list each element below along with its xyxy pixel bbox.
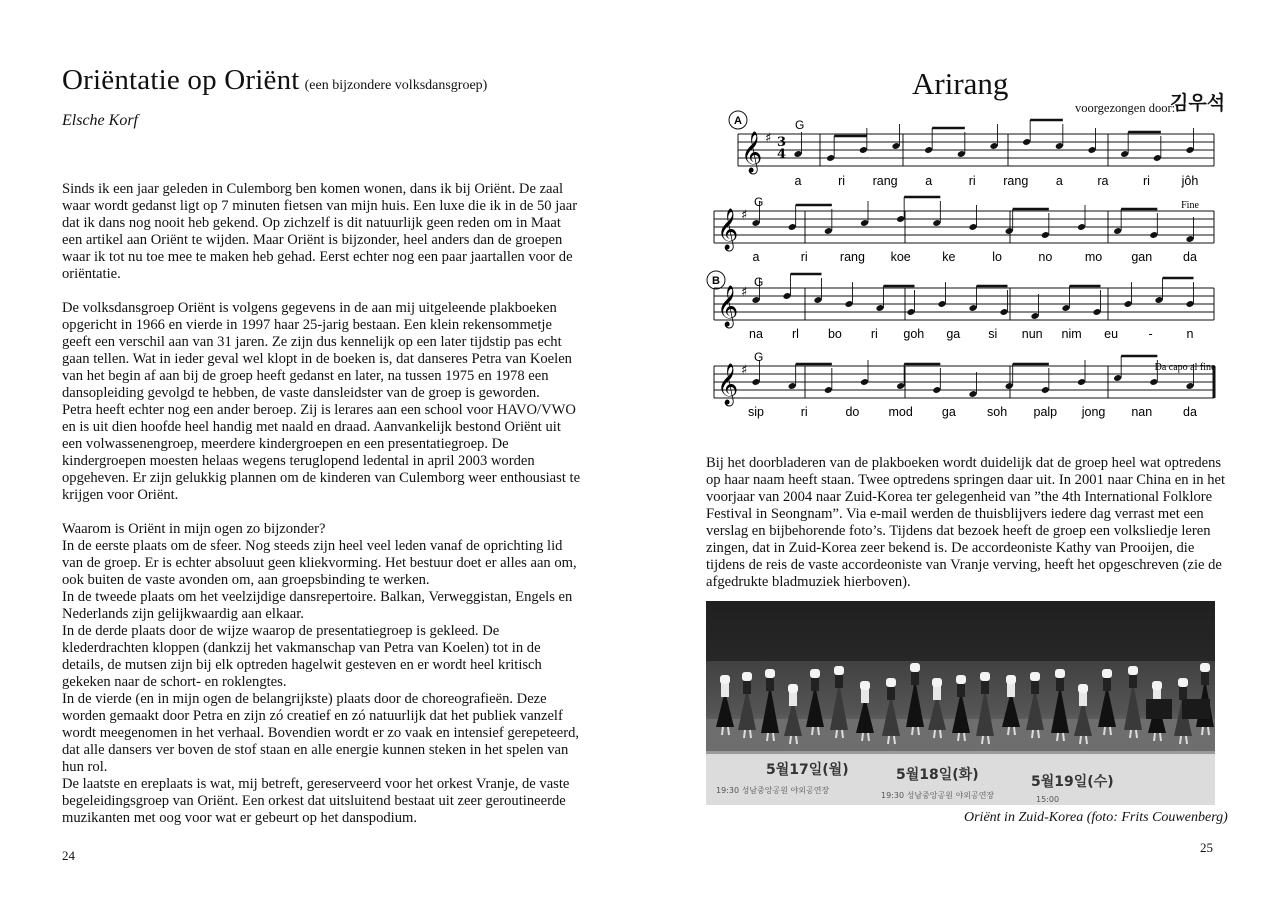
lyric-syllable: sip — [748, 405, 764, 419]
dancer-cap — [910, 663, 920, 672]
dancer-leg — [988, 736, 989, 744]
dancer-torso — [887, 686, 895, 700]
photo-caption: Oriënt in Zuid-Korea (foto: Frits Couwenberg) — [964, 810, 1228, 825]
dancer-torso — [1056, 677, 1064, 691]
dancer-leg — [796, 736, 797, 744]
lyric-syllable: palp — [1033, 405, 1058, 419]
singer-name: 김우석 — [1170, 92, 1226, 114]
lyric-syllable: da — [1183, 405, 1197, 419]
paragraph-intro: Sinds ik een jaar geleden in Culemborg ben komen wonen, dans ik bij Oriënt. De zaal waar wordt gedanst ligt op 7 minuten fietsen van mijn huis. Een luxe die ik in de 50 jaar dat ik dans nog nooit heb gekend. Op zichzelf is dit natuurlijk geen reden om in Maat een artikel aan Oriënt te wijden. Maar Oriënt is bijzonder, heel anders dan de groepen waar ik tot nu toe mee te maken heb gehad. Eerst echter nog een paar jaartallen voor de oriëntatie. — [62, 181, 578, 282]
chord-symbol: G — [795, 118, 805, 132]
dancer-leg — [1180, 736, 1181, 744]
dance-group-photo — [706, 601, 1215, 805]
dancer-leg — [728, 727, 729, 735]
lyric-syllable: soh — [987, 405, 1008, 419]
dancer-torso — [957, 683, 965, 697]
dancer-cap — [1128, 666, 1138, 675]
da-capo-label: Da capo al fine — [1154, 362, 1216, 373]
dancer-leg — [1008, 727, 1009, 735]
photo-illustration — [706, 601, 1215, 805]
chord-symbol: G — [754, 195, 764, 209]
lyric-syllable: a — [752, 250, 760, 264]
dancer-cap — [742, 672, 752, 681]
lyric-syllable: ri — [968, 174, 976, 188]
treble-clef: 𝄞 — [717, 286, 739, 327]
lyric-syllable: ri — [870, 327, 878, 341]
lyric-syllable: bo — [827, 327, 842, 341]
lyric-syllable: no — [1038, 250, 1053, 264]
chord-symbol: G — [754, 350, 764, 364]
lyric-syllable: nan — [1131, 405, 1153, 419]
dancer-leg — [812, 727, 813, 735]
dancer-leg — [1080, 736, 1081, 744]
paragraph-history: De volksdansgroep Oriënt is volgens gegevens in de aan mij uitgeleende plakboeken opgericht in 1966 en vierde in 1997 haar 25-jarig bestaan. Een klein rekensommetje geeft een verschil aan van 31 jaren. Ze zijn dus kennelijk op een later tijdstip pas echt gaan tellen. Wat in ieder geval wel klopt in de boeken is, dat danseres Petra van Koelen van het begin af aan bij de groep heeft gedanst en later, na tussen 1975 en 1978 een dansopleiding gevolgd te hebben, de vaste dansleidster van de groep is geworden. — [62, 300, 572, 401]
lyric-syllable: koe — [890, 250, 911, 264]
key-signature-sharp: ♯ — [741, 363, 748, 378]
dancer-leg — [868, 733, 869, 741]
fine-label: Fine — [1181, 200, 1199, 211]
dancer-leg — [1014, 727, 1015, 735]
paragraph-second: In de tweede plaats om het veelzijdige dansrepertoire. Balkan, Verweggistan, Engels en Nederlands zijn gelijkwaardig aan elkaar. — [62, 589, 573, 622]
lyric-syllable: do — [845, 405, 860, 419]
page-number-right: 25 — [1200, 840, 1213, 855]
dancer-leg — [836, 730, 837, 738]
dancer-cap — [1102, 669, 1112, 678]
article-body-right: Bij het doorbladeren van de plakboeken wordt duidelijk dat de groep heel wat optredens op haar naam heeft staan. Twee optredens springen daar uit. In 2001 naar China en in het voorjaar van 2004 naar Zuid-Korea ter gelegenheid van ”the 4th International Folklore Festival in Seongnam”. Via e-mail werden de thuisblijvers iedere dag verrast met een verslag en bijbehorende foto’s. Tijdens dat bezoek heeft de groep een volksliedje leren zingen, dat in Zuid-Korea zeer bekend is. De accordeoniste Kathy van Prooijen, die tijdens de reis de vaste accordeoniste van Vranje verving, heeft het opgeschreven (zie de afgedrukte bladmuziek hierboven). — [706, 455, 1226, 590]
dancer-cap — [1055, 669, 1065, 678]
dancer-leg — [982, 736, 983, 744]
lyric-syllable: eu — [1104, 327, 1119, 341]
lyric-syllable: lo — [992, 250, 1002, 264]
lyric-syllable: ga — [941, 405, 956, 419]
dancer-leg — [1057, 733, 1058, 741]
song-title: Arirang — [912, 66, 1009, 101]
lyric-syllable: jôh — [1181, 174, 1199, 188]
treble-clef: 𝄞 — [717, 209, 739, 250]
dancer-leg — [1208, 727, 1209, 735]
dancer-cap — [886, 678, 896, 687]
dancer-torso — [1129, 674, 1137, 688]
banner-date-3: 5월19일(수) — [1031, 774, 1114, 790]
lyric-syllable: ri — [838, 174, 846, 188]
dancer-leg — [888, 736, 889, 744]
dancer-cap — [1078, 684, 1088, 693]
dancer-leg — [1160, 733, 1161, 741]
dancer-leg — [934, 730, 935, 738]
dancer-torso — [1201, 671, 1209, 685]
article-subtitle: (een bijzondere volksdansgroep) — [304, 78, 488, 93]
dancer-cap — [956, 675, 966, 684]
key-signature-sharp: ♯ — [741, 208, 748, 223]
lyric-syllable: a — [1055, 174, 1063, 188]
lyric-syllable: rl — [791, 327, 799, 341]
lyric-syllable: jong — [1081, 405, 1106, 419]
dancer-torso — [835, 674, 843, 688]
dancer-leg — [1154, 733, 1155, 741]
time-signature-top: 3 — [777, 135, 787, 150]
lyric-syllable: ri — [1142, 174, 1150, 188]
dancer-cap — [765, 669, 775, 678]
dancer-cap — [1152, 681, 1162, 690]
dancer-cap — [810, 669, 820, 678]
banner-sub-2: 19:30 성남중앙공원 야외공연장 — [881, 791, 995, 800]
treble-clef: 𝄞 — [741, 132, 763, 173]
section-b-marker — [707, 271, 725, 289]
dancer-cap — [834, 666, 844, 675]
dancer-leg — [818, 727, 819, 735]
banner-sub-1: 19:30 성남중앙공원 야외공연장 — [716, 786, 830, 795]
lyric-syllable: na — [749, 327, 763, 341]
dancer-leg — [1130, 730, 1131, 738]
lyric-syllable: rang — [872, 174, 898, 188]
dancer-torso — [1007, 683, 1015, 697]
paragraph-question: Waarom is Oriënt in mijn ogen zo bijzonder? — [62, 521, 326, 537]
dancer-leg — [773, 733, 774, 741]
lyric-syllable: ga — [946, 327, 961, 341]
staves — [714, 131, 1214, 406]
lyric-syllable: nim — [1061, 327, 1082, 341]
dancer-leg — [790, 736, 791, 744]
paragraph-fourth: In de vierde (en in mijn ogen de belangrijkste) plaats door de choreografieën. Deze worden gemaakt door Petra en zijn zó creatief en zó natuurlijk dat het publiek vanzelf wordt meegenomen in het verhaal. Bovendien wordt er zo vaak en intensief gerepeteerd, dat alle dansers ver boven de stof staan en alle energie kunnen steken in het spelen van hun rol. — [62, 691, 580, 775]
chord-symbol: G — [754, 275, 764, 289]
dancer-leg — [1136, 730, 1137, 738]
paragraph-petra: Petra heeft echter nog een ander beroep. Zij is lerares aan een school voor HAVO/VWO en is uit dien hoofde heel handig met naald en draad. Aanvankelijk bestond Oriënt uit een volwassenengroep, meerdere kindergroepen en een presentatiegroep. De kindergroepen moesten helaas wegens teruglopend ledental in april 2003 worden opgeheven. Er zijn gelukkig plannen om de kinderen van Culemborg weer enthousiast te krijgen voor Oriënt. — [62, 402, 581, 503]
lyric-syllable: gan — [1131, 250, 1153, 264]
dancer-torso — [981, 680, 989, 694]
lyric-syllable: ke — [942, 250, 956, 264]
lyric-syllable: a — [794, 174, 802, 188]
page-number-left: 24 — [62, 848, 75, 863]
time-signature-bottom: 4 — [777, 147, 787, 162]
dancer-leg — [912, 727, 913, 735]
article-title: Oriëntatie op Oriënt — [62, 64, 300, 96]
dancer-leg — [862, 733, 863, 741]
dancer-leg — [1202, 727, 1203, 735]
article-body-left — [62, 181, 582, 827]
dancer-cap — [860, 681, 870, 690]
dancer-torso — [721, 683, 729, 697]
dancer-leg — [750, 730, 751, 738]
banner-date-1: 5월17일(월) — [766, 762, 849, 778]
article-title-block — [62, 64, 487, 97]
article-author: Elsche Korf — [62, 112, 138, 129]
dancer-torso — [1079, 692, 1087, 706]
treble-clef: 𝄞 — [717, 364, 739, 405]
paragraph-third: In de derde plaats door de wijze waarop de presentatiegroep is gekleed. De klederdrachten kloppen (dankzij het vakmanschap van Petra van Koelen) tot in de details, de mutsen zijn bij elk optreden hagelwit gesteven en er wordt heel kritisch gekeken naar de schort- en roklengtes. — [62, 623, 542, 690]
dancer-cap — [1006, 675, 1016, 684]
svg-text:B: B — [712, 275, 720, 287]
lyric-syllable: ri — [800, 405, 808, 419]
svg-text:A: A — [734, 115, 742, 127]
section-a-marker — [729, 111, 747, 129]
lyric-syllable: ri — [800, 250, 808, 264]
stage-speaker — [1146, 699, 1172, 719]
dancer-torso — [1179, 686, 1187, 700]
key-signature-sharp: ♯ — [765, 131, 772, 146]
notes — [751, 120, 1194, 398]
dancer-torso — [933, 686, 941, 700]
dancer-leg — [722, 727, 723, 735]
dancer-leg — [842, 730, 843, 738]
sung-by-label: voorgezongen door: — [1075, 101, 1176, 115]
lyric-syllable: si — [988, 327, 998, 341]
lyric-syllable: rang — [839, 250, 865, 264]
dancer-torso — [811, 677, 819, 691]
banner-date-2: 5월18일(화) — [896, 767, 979, 783]
dancer-torso — [766, 677, 774, 691]
lyric-syllable: ra — [1097, 174, 1109, 188]
lyric-syllable: mod — [888, 405, 913, 419]
dancer-leg — [1038, 730, 1039, 738]
paragraph-last: De laatste en ereplaats is wat, mij betreft, gereserveerd voor het orkest Vranje, de vaste begeleidingsgroep van Oriënt. Een orkest dat uitsluitend bestaat uit zeer geroutineerde muzikanten met oog voor wat er gebeurt op het danspodium. — [62, 776, 570, 826]
dancer-torso — [1103, 677, 1111, 691]
dancer-torso — [789, 692, 797, 706]
dancer-leg — [940, 730, 941, 738]
dancer-leg — [918, 727, 919, 735]
dancer-leg — [894, 736, 895, 744]
key-signature-sharp: ♯ — [741, 285, 748, 300]
dancer-cap — [980, 672, 990, 681]
dancer-cap — [1178, 678, 1188, 687]
dancer-cap — [1200, 663, 1210, 672]
dancer-torso — [861, 689, 869, 703]
dancer-cap — [932, 678, 942, 687]
banner-sub-3: 15:00 — [1036, 795, 1060, 804]
lyric-syllable: - — [1148, 327, 1153, 341]
dancer-leg — [1186, 736, 1187, 744]
lyric-syllable: goh — [903, 327, 925, 341]
dancer-leg — [744, 730, 745, 738]
dancer-leg — [767, 733, 768, 741]
dancer-torso — [911, 671, 919, 685]
dancer-cap — [788, 684, 798, 693]
dancer-leg — [1104, 727, 1105, 735]
dancer-cap — [1030, 672, 1040, 681]
paragraph-first: In de eerste plaats om de sfeer. Nog steeds zijn heel veel leden vanaf de oprichting lid van de groep. Er is echter absoluut geen kliekvorming. Het bestuur doet er alles aan om, ook buiten de vaste avonden om, aan groepsbinding te werken. — [62, 538, 577, 588]
dancer-leg — [1032, 730, 1033, 738]
dancer-leg — [964, 733, 965, 741]
lyric-syllable: mo — [1084, 250, 1103, 264]
lyric-syllable: n — [1186, 327, 1194, 341]
dancer-leg — [1063, 733, 1064, 741]
dancer-cap — [720, 675, 730, 684]
dancer-leg — [1110, 727, 1111, 735]
stage-speaker — [1182, 699, 1210, 719]
dancer-leg — [958, 733, 959, 741]
lyric-syllable: a — [925, 174, 933, 188]
lyric-syllable: rang — [1003, 174, 1029, 188]
sheet-music — [712, 108, 1220, 428]
dancer-torso — [1031, 680, 1039, 694]
dancer-torso — [743, 680, 751, 694]
right-page — [660, 0, 1277, 902]
dancer-leg — [1086, 736, 1087, 744]
lyric-syllable: da — [1183, 250, 1197, 264]
lyric-syllable: nun — [1021, 327, 1043, 341]
